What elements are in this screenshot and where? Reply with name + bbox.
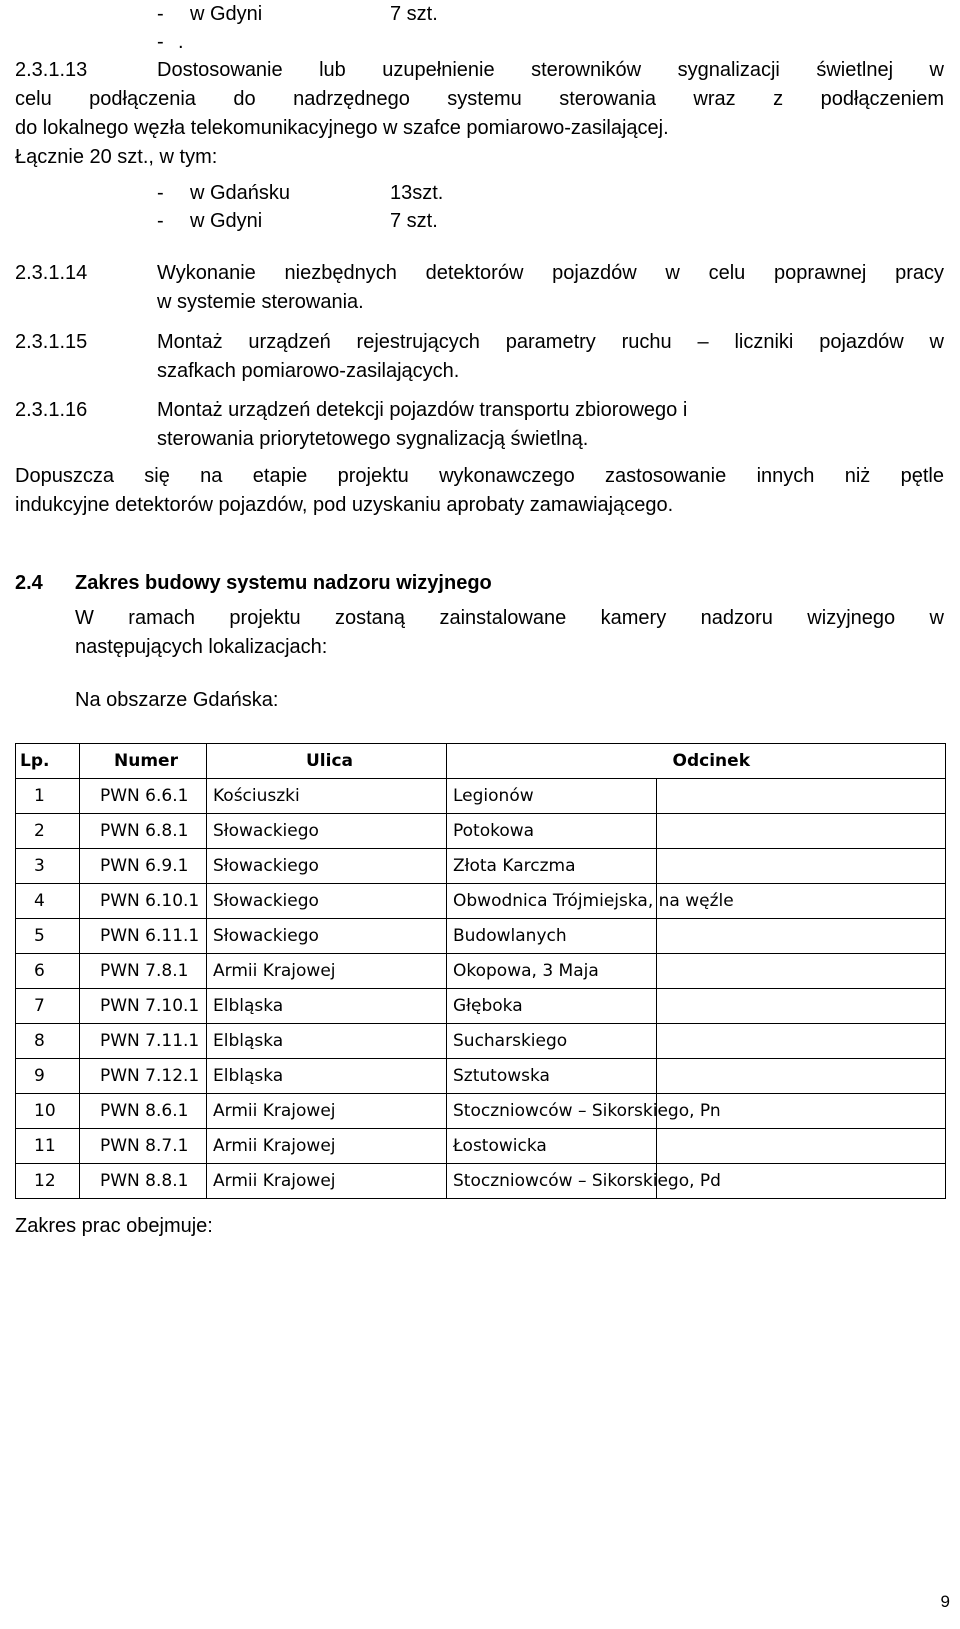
cell-lp: 4 xyxy=(16,884,80,919)
sub-text-gdynia: w Gdyni xyxy=(190,210,263,232)
sub-qty-gdynia: 7 szt. xyxy=(390,210,438,232)
table-row xyxy=(16,1094,946,1129)
cell-ulica: Słowackiego xyxy=(207,849,447,884)
cell-numer: PWN 8.8.1 xyxy=(80,1164,207,1199)
item-2313-line-2: celu podłączenia do nadrzędnego systemu sterowania wraz z podłączeniem xyxy=(15,88,944,110)
cell-numer: PWN 6.11.1 xyxy=(80,919,207,954)
cell-numer: PWN 7.12.1 xyxy=(80,1059,207,1094)
sub-text-gdansk: w Gdańsku xyxy=(190,182,291,204)
item-number-2316: 2.3.1.16 xyxy=(15,399,88,421)
item-2316-line-1: Montaż urządzeń detekcji pojazdów transportu zbiorowego i xyxy=(157,399,688,421)
header-lp: Lp. xyxy=(16,744,80,779)
cell-lp: 12 xyxy=(16,1164,80,1199)
top-list-text-1: w Gdyni xyxy=(190,3,263,25)
cell-lp: 7 xyxy=(16,989,80,1024)
cell-ulica: Słowackiego xyxy=(207,884,447,919)
cell-empty xyxy=(657,989,946,1024)
note-line-2: indukcyjne detektorów pojazdów, pod uzyskaniu aprobaty zamawiającego. xyxy=(15,494,674,516)
item-2313-line-4: Łącznie 20 szt., w tym: xyxy=(15,146,218,168)
cell-numer: PWN 6.8.1 xyxy=(80,814,207,849)
header-ulica: Ulica xyxy=(207,744,447,779)
cell-odcinek: Stoczniowców – Sikorskiego, Pn xyxy=(447,1094,657,1129)
cell-empty xyxy=(657,779,946,814)
section-intro-line-2: następujących lokalizacjach: xyxy=(75,636,328,658)
top-list-text-2: . xyxy=(178,31,184,53)
section-intro-line-1: W ramach projektu zostaną zainstalowane kamery nadzoru wizyjnego w xyxy=(75,607,944,629)
cell-empty xyxy=(657,1024,946,1059)
table-row xyxy=(16,1024,946,1059)
cell-lp: 3 xyxy=(16,849,80,884)
item-2315-line-1: Montaż urządzeń rejestrujących parametry ruchu – liczniki pojazdów w xyxy=(157,331,944,353)
cell-ulica: Armii Krajowej xyxy=(207,954,447,989)
table-row xyxy=(16,1164,946,1199)
cell-lp: 6 xyxy=(16,954,80,989)
item-2313-line-1: Dostosowanie lub uzupełnienie sterowników sygnalizacji świetlnej w xyxy=(157,59,944,81)
sub-dash-gdynia: - xyxy=(157,210,164,232)
cell-ulica: Elbląska xyxy=(207,1024,447,1059)
cell-odcinek: Sztutowska xyxy=(447,1059,657,1094)
table-row xyxy=(16,919,946,954)
table-row xyxy=(16,1129,946,1164)
table-row xyxy=(16,954,946,989)
page-number: 9 xyxy=(940,1592,950,1611)
sub-dash-gdansk: - xyxy=(157,182,164,204)
cell-odcinek: Łostowicka xyxy=(447,1129,657,1164)
item-number-2314: 2.3.1.14 xyxy=(15,262,88,284)
camera-locations-table xyxy=(15,743,946,1199)
cell-empty xyxy=(657,954,946,989)
item-2313-line-3: do lokalnego węzła telekomunikacyjnego w szafce pomiarowo-zasilającej. xyxy=(15,117,669,139)
cell-ulica: Armii Krajowej xyxy=(207,1164,447,1199)
cell-numer: PWN 6.9.1 xyxy=(80,849,207,884)
cell-lp: 8 xyxy=(16,1024,80,1059)
item-2314-line-2: w systemie sterowania. xyxy=(157,291,364,313)
cell-ulica: Armii Krajowej xyxy=(207,1129,447,1164)
cell-empty xyxy=(657,1059,946,1094)
cell-numer: PWN 7.11.1 xyxy=(80,1024,207,1059)
table-row xyxy=(16,1059,946,1094)
cell-odcinek: Głęboka xyxy=(447,989,657,1024)
cell-lp: 10 xyxy=(16,1094,80,1129)
cell-numer: PWN 8.6.1 xyxy=(80,1094,207,1129)
cell-odcinek: Potokowa xyxy=(447,814,657,849)
table-header-row xyxy=(16,744,946,779)
item-2316-line-2: sterowania priorytetowego sygnalizacją świetlną. xyxy=(157,428,589,450)
item-number-2313: 2.3.1.13 xyxy=(15,59,88,81)
top-list-dash-2: - xyxy=(157,31,164,53)
cell-lp: 11 xyxy=(16,1129,80,1164)
cell-numer: PWN 7.10.1 xyxy=(80,989,207,1024)
cell-ulica: Elbląska xyxy=(207,989,447,1024)
cell-lp: 1 xyxy=(16,779,80,814)
cell-odcinek: Obwodnica Trójmiejska, na węźle xyxy=(447,884,657,919)
cell-numer: PWN 6.6.1 xyxy=(80,779,207,814)
cell-ulica: Słowackiego xyxy=(207,814,447,849)
cell-lp: 9 xyxy=(16,1059,80,1094)
table-row xyxy=(16,989,946,1024)
cell-empty xyxy=(657,1129,946,1164)
cell-odcinek: Złota Karczma xyxy=(447,849,657,884)
item-2314-line-1: Wykonanie niezbędnych detektorów pojazdów w celu poprawnej pracy xyxy=(157,262,944,284)
item-2315-line-2: szafkach pomiarowo-zasilających. xyxy=(157,360,460,382)
cell-empty xyxy=(657,814,946,849)
item-number-2315: 2.3.1.15 xyxy=(15,331,88,353)
footer-text: Zakres prac obejmuje: xyxy=(15,1215,213,1237)
cell-numer: PWN 7.8.1 xyxy=(80,954,207,989)
cell-ulica: Elbląska xyxy=(207,1059,447,1094)
table-row xyxy=(16,884,946,919)
cell-ulica: Kościuszki xyxy=(207,779,447,814)
cell-odcinek: Sucharskiego xyxy=(447,1024,657,1059)
section-title: Zakres budowy systemu nadzoru wizyjnego xyxy=(75,572,492,594)
header-odcinek: Odcinek xyxy=(447,744,946,779)
table-row xyxy=(16,814,946,849)
cell-lp: 5 xyxy=(16,919,80,954)
section-number: 2.4 xyxy=(15,572,43,594)
cell-odcinek: Legionów xyxy=(447,779,657,814)
note-line-1: Dopuszcza się na etapie projektu wykonawczego zastosowanie innych niż pętle xyxy=(15,465,944,487)
table-row xyxy=(16,849,946,884)
header-numer: Numer xyxy=(80,744,207,779)
table-row xyxy=(16,779,946,814)
cell-empty xyxy=(657,849,946,884)
cell-numer: PWN 8.7.1 xyxy=(80,1129,207,1164)
cell-lp: 2 xyxy=(16,814,80,849)
sub-qty-gdansk: 13szt. xyxy=(390,182,444,204)
cell-empty xyxy=(657,919,946,954)
cell-ulica: Słowackiego xyxy=(207,919,447,954)
top-list-dash-1: - xyxy=(157,3,164,25)
cell-numer: PWN 6.10.1 xyxy=(80,884,207,919)
cell-odcinek: Budowlanych xyxy=(447,919,657,954)
cell-ulica: Armii Krajowej xyxy=(207,1094,447,1129)
cell-odcinek: Stoczniowców – Sikorskiego, Pd xyxy=(447,1164,657,1199)
cell-odcinek: Okopowa, 3 Maja xyxy=(447,954,657,989)
top-list-qty-1: 7 szt. xyxy=(390,3,438,25)
area-label: Na obszarze Gdańska: xyxy=(75,689,279,711)
